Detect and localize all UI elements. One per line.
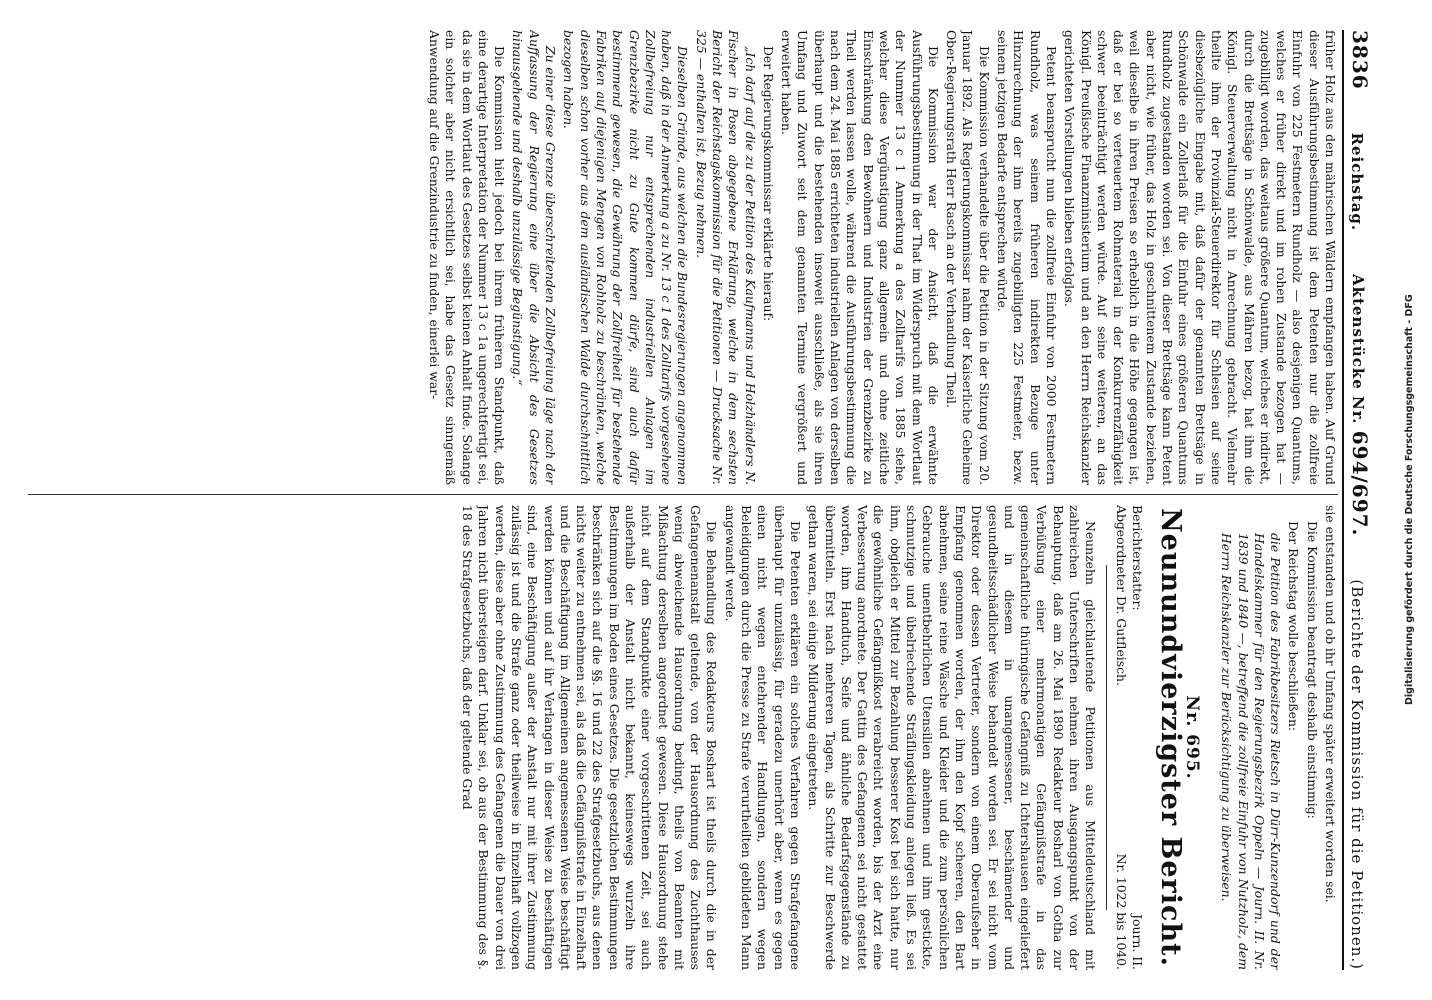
paragraph-quote: Zu einer diese Grenze überschreitenden Zollbefreiung läge nach der Auffassung der Regierung eine über die Absicht des Gesetzes hinausgehende und deshalb unzulässige Begünstigung.“ bbox=[510, 30, 559, 485]
report-title: Neunundvierzigster Bericht. bbox=[1154, 508, 1186, 967]
page-number: 3836 bbox=[1348, 30, 1372, 90]
left-column bbox=[18, 30, 1338, 485]
paragraph: Petent beansprucht nun die zollfreie Einfuhr von 2000 Festmetern Rundholz, was seinem früheren indirekten Bezuge unter Hinzurechnung der ihm bereits zugebilligten 225 Festmeter, bezw. seinem jetzigen Bedarfe entsprechen würde. bbox=[995, 30, 1059, 485]
paragraph: früher Holz aus den mährischen Wäldern empfangen haben. Auf Grund dieser Ausführungsbestimmung ist dem Petenten nur die zollfreie Einfuhr von 225 Festmetern Rundholz — also desjenigen Quantums, welches er früher direkt und im rohen Zustande bezogen hat — zugebilligt worden, das weitaus größere Quantum, welches er indirekt, durch die Brettsäge in Schönwalde, aus Mähren bezog, hat ihm die Königl. Steuerverwaltung nicht in Anrechnung gebracht. Vielmehr theilte ihm der Provinzial-Steuerdirektor für Schlesien auf seine diesbezügliche Eingabe mit, daß dafür der genannten Brettsäge in Schönwalde ein Zollerlaß für die Einfuhr eines größeren Quantums Rundholz zugestanden worden sei. Von dieser Brettsäge kann Petent aber nicht, wie früher, das Holz in geschnittenem Zustande beziehen, weil dieselbe in ihren Preisen so erheblich in die Höhe gegangen ist, daß er bei so verteuertem Rohmaterial in der Konkurrenzfähigkeit schwer beeinträchtigt werden würde. Auf seine weiteren, an das Königl. Preußische Finanzministerium und an den Herrn Reichskanzler gerichteten Vorstellungen blieben erfolglos. bbox=[1062, 30, 1338, 485]
resolution-intro: Der Reichstag wolle beschließen: bbox=[1286, 521, 1302, 732]
paragraph: sie entstanden und ob ihr Umfang später erweitert worden sei. bbox=[1323, 505, 1338, 903]
publication-name: Reichstag. bbox=[1348, 132, 1366, 232]
journal-range: Nr. 1022 bis 1040. bbox=[1114, 853, 1130, 970]
page-header bbox=[1342, 30, 1388, 970]
document-label bbox=[1348, 274, 1372, 536]
paragraph: Die Kommission hielt jedoch bei ihrem früheren Standpunkt, daß eine derartige Interpretation der Nummer 13 c 1a ungerechtfertigt sei, da sie in dem Wortlaut des Gesetzes selbst keinen Anhalt finde. Solange ein solcher aber nicht ersichtlich sei, habe das Gesetz sinngemäß Anwendung auf die Grenzindustrie zu finden, einerlei war- bbox=[426, 30, 508, 485]
digitization-credit: Digitalisierung gefördert durch die Deutsche Forschungsgemeinschaft - DFG bbox=[1404, 294, 1415, 706]
report-meta bbox=[1113, 505, 1145, 970]
column-divider bbox=[28, 494, 1338, 495]
motion-text: Die Kommission beantragt deshalb einstimmig: bbox=[1304, 521, 1320, 819]
document-number: 694/697. bbox=[1348, 430, 1372, 537]
paragraph-quote: „Ich darf auf die zu der Petition des Kaufmanns und Holzhändlers N. Fischer in Posen abgegebene Erklärung, welche in dem sechsten Bericht der Reichstagskommission für die Petitionen — Drucksache Nr. 325 — enthalten ist, Bezug nehmen. bbox=[693, 30, 758, 485]
paragraph: Die Behandlung des Redakteurs Boshart ist theils durch die in der Gefangenenanstalt geltende, von der Hausordnung des Zuchthauses wenig abweichende Hausordnung bedingt, theils von Beamten mit Mißachtung derselben angeordnet gewesen. Diese Hausordnung stehe nicht auf dem Standpunkte einer vorgeschrittenen Zeit, sei auch außerhalb der Anstalt nicht bekannt, keineswegs wurzeln ihre Bestimmungen im Boden eines Gesetzes. Die gesetzlichen Bestimmungen beschränken sich auf die §§. 16 und 22 des Strafgesetzbuchs, aus denen nichts weiter zu entnehmen sei, als daß die Gefängnißstrafe in Einzelhaft und die Beschäftigung im Allgemeinen angemessenen Weise beschäftigt werden können und auf ihr Verlangen in dieser Weise zu beschäftigen sind, eine Beschäftigung außer der Anstalt nur mit ihrer Zustimmung zulässig ist und die Strafe ganz oder theilweise in Einzelhaft vollzogen werden, diese aber ohne Zustimmung des Gefangenen die Dauer von drei Jahren nicht übersteigen darf. Unklar sei, ob aus der Bestimmung des §. 18 des Strafgesetzbuchs, daß der geltende Grad bbox=[460, 505, 720, 970]
reporter-label: Berichterstatter: bbox=[1130, 505, 1146, 611]
journal-label: Journ. II. bbox=[1130, 914, 1146, 970]
resolution-text: die Petition des Fabrikbesitzers Rietsch in Dürr-Kunzendorf und der Handelskammer für den Regierungsbezirk Oppeln — Journ. II. Nr. 1839 und 1840 —, betreffend die zollfreie Einfuhr von Nutzholz, dem Herrn Reichskanzler zur Berücksichtigung zu überweisen. bbox=[1219, 533, 1284, 970]
paragraph-quote: Dieselben Gründe, aus welchen die Bundesregierungen angenommen haben, daß in der Anmerkung a zu Nr. 13 c 1 des Zolltarifs vorgesehene Zollbefreiung nur entsprechenden industriellen Anlagen im Grenzbezirke nicht zu Gute kommen dürfe, sind auch dafür bestimmend gewesen, die Gewährung der Zollfreiheit für bestehende Fabriken auf diejenigen Mengen von Rohholz zu beschränken, welche dieselben schon vorher aus dem ausländischen Walde durchschnittlich bezogen haben. bbox=[561, 30, 691, 485]
reporter-name: Abgeordneter Dr. Gutfleisch. bbox=[1114, 505, 1130, 686]
paragraph: Die Kommission war der Ansicht, daß die erwähnte Ausführungsbestimmung in der That im Widerspruch mit dem Wortlaut der Nummer 13 c 1 Anmerkung a des Zolltarifs von 1885 stehe, welcher diese Vergünstigung ganz allgemein und ohne zeitliche Einschränkung den Bewohnern und Industrien der Grenzbezirke zu Theil werden lassen wolle, während die Ausführungsbestimmung die nach dem 24. Mai 1885 errichteten industriellen Anlagen von derselben überhaupt und die bestehenden insoweit ausschließe, als sie ihren Umfang und Zuwort seit dem genannten Termine vergrößert und erweitert haben. bbox=[779, 30, 941, 485]
paragraph: Neunzehn gleichlautende Petitionen aus Mitteldeutschland mit zahlreichen Unterschriften nehmen ihren Ausgangspunkt von der Behauptung, daß am 26. Mai 1890 Redakteur Bosharl von Gotha zur Verbüßung einer mehrmonatigen Gefängnißstrafe in das gemeinschaftliche thüringische Gefängniß zu Ichtershausen eingeliefert und in diesem in unangemessener, beschämender und gesundheitsschädlicher Weise behandelt worden sei. Er sei nicht vom Direktor oder dessen Vertreter, sondern von einem Oberaufseher in Empfang genommen worden, der ihm den Kopf scheeren, den Bart abnehmen, seine reine Wäsche und Kleider und die zum persönlichen Gebrauche unentbehrlichen Utensilien abnehmen und ihm gestickte, schmutzige und übelriechende Sträflingskleidung anlegen ließ. Es sei ihm, obgleich er Mittel zur Bezahlung besserer Kost bei sich hatte, nur die gewöhnliche Gefängnißkost verabreicht worden, bis der Arzt eine Verbesserung anordnete. Der Gattin des Gefangenen sei nicht gestattet worden, ihm Handtuch, Seife und ähnliche Bedarfsgegenstände zu übermitteln. Erst nach mehreren Tagen, als Schritte zur Beschwerde gethan waren, sei einige Milderung eingetreten. bbox=[806, 505, 1099, 970]
section-title: (Berichte der Kommission für die Petitionen.) bbox=[1348, 579, 1366, 970]
paragraph: Der Regierungskommissar erklärte hierauf: bbox=[760, 46, 776, 322]
right-column bbox=[18, 505, 1338, 970]
paragraph: Die Kommission verhandelte über die Petition in der Sitzung vom 20. Januar 1892. Als Regierungskommissar nahm der Kaiserliche Geheime Ober-Regierungsrath Herr Rasch an der Verhandlung Theil. bbox=[944, 30, 992, 485]
report-number: Nr. 695. bbox=[1181, 695, 1202, 780]
paragraph: Die Petenten erklären ein solches Verfahren gegen Strafgefangene überhaupt für unzulässig, für geradezu unerhört aber, wenn es gegen einen nicht wegen entehrender Handlungen, sondern wegen Beleidigungen durch die Presse zu Strafe verurtheilten gebildeten Mann angewandt werde. bbox=[722, 505, 803, 970]
title-divider bbox=[1106, 565, 1107, 910]
document-label-text: Aktenstücke Nr. bbox=[1349, 274, 1367, 425]
